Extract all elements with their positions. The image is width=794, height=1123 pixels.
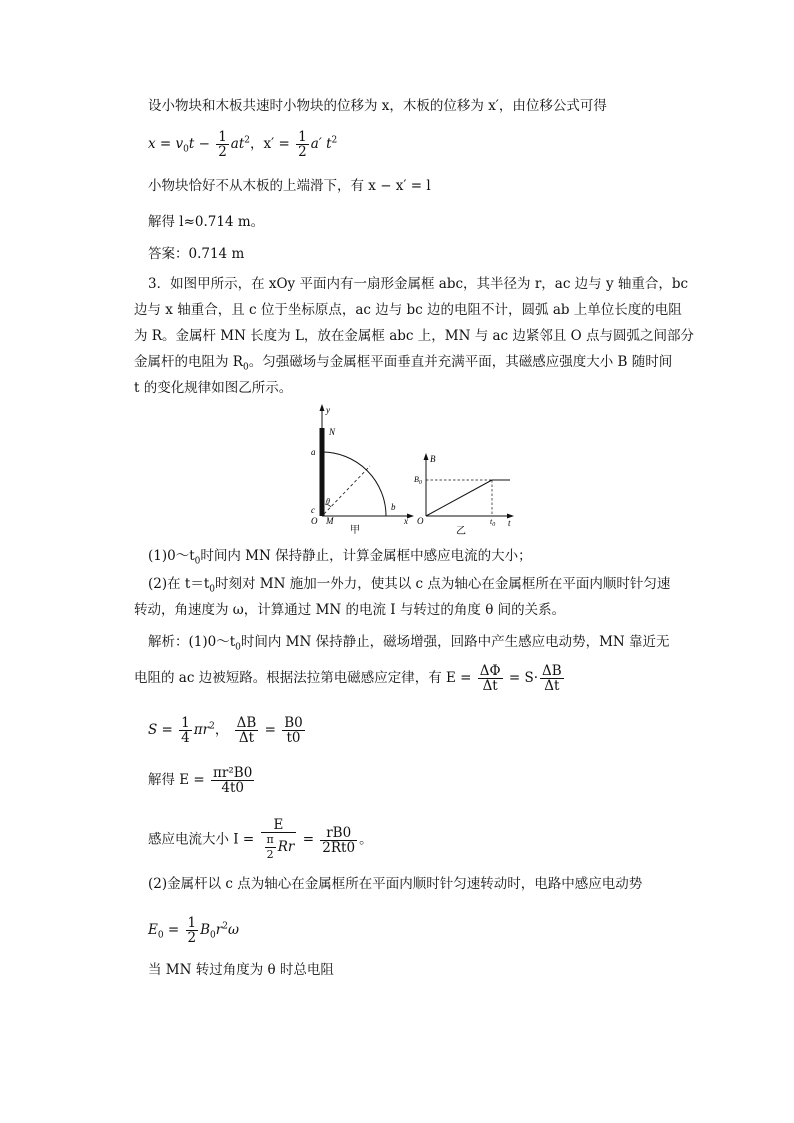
text-line-3: 小物块恰好不从木板的上端滑下，有 x − x′ = l: [148, 178, 431, 194]
sector-arc: [322, 452, 386, 516]
x-axis-arrow-icon: [407, 514, 414, 519]
y-axis-arrow-icon: [320, 404, 325, 411]
solution-line-4: [148, 766, 256, 795]
formula-part: x = v: [148, 136, 184, 152]
label-theta: θ: [326, 497, 330, 506]
text-part: 时刻对 MN 施加一外力，使其以 c 点为轴心在金属框所在平面内顺时针匀速: [215, 576, 671, 592]
fraction: $\frac{rB0}{2Rt0}$: [322, 824, 356, 856]
text-part: ω: [227, 922, 239, 938]
text-part: 时间内 MN 保持静止，计算金属框中感应电流的大小；: [200, 548, 532, 564]
text-part: 金属杆的电阻为 R: [134, 354, 243, 370]
text-sup: 2: [209, 721, 215, 732]
text-part: =: [264, 722, 276, 738]
text-sub: 0: [242, 362, 249, 373]
text-part: = S·: [508, 670, 539, 686]
yi-tick-b0: $B_0$: [414, 475, 422, 486]
solution-line-5: [148, 818, 373, 862]
text-line-1: 设小物块和木板共速时小物块的位移为 x，木板的位移为 x′，由位移公式可得: [148, 98, 607, 114]
fraction: $\frac{\Delta\Phi}{\Delta t}$: [479, 663, 501, 694]
problem-line-5: t 的变化规律如图乙所示。: [134, 380, 293, 396]
text-part: πr: [193, 722, 210, 738]
problem-line-3: 为 R。金属杆 MN 长度为 L，放在金属框 abc 上，MN 与 ac 边紧邻且 O 点与圆弧之间部分: [134, 328, 695, 344]
fraction: E $\frac{\pi}{2}$ Rr: [261, 818, 297, 862]
text-sub: 0: [235, 642, 241, 653]
solution-line-3: [148, 716, 307, 745]
text-part: 解析：(1)0～t: [148, 634, 236, 650]
problem-line-2: 边与 x 轴重合，且 c 位于坐标原点，ac 边与 bc 边的电阻不计，圆弧 ab 上单位长度的电阻: [134, 302, 682, 318]
text-part: 。: [359, 831, 373, 848]
label-a: a: [311, 447, 316, 457]
text-sub: 0: [209, 584, 215, 595]
text-part: =: [163, 922, 180, 938]
metal-rod-mn: [320, 428, 325, 516]
question-2-line-1: [148, 574, 670, 600]
text-sub: 0: [194, 556, 201, 567]
solution-line-1: [148, 632, 670, 658]
problem-line-4: [134, 352, 672, 378]
text-part: ，: [214, 722, 229, 738]
question-1: [148, 546, 532, 572]
fraction: $\frac{1}{2}$: [298, 129, 307, 160]
formula-sub: 0: [183, 144, 189, 155]
formula-part: at: [230, 136, 245, 152]
question-2-line-2: 转动，角速度为 ω，计算通过 MN 的电流 I 与转过的角度 θ 间的关系。: [134, 602, 566, 618]
text-part: r: [215, 922, 223, 938]
text-part: 时间内 MN 保持静止，磁场增强，回路中产生感应电动势，MN 靠近无: [240, 634, 670, 650]
yi-tick-t0: $t_0$: [490, 517, 496, 528]
text-line-4: 解得 l≈0.714 m。: [148, 214, 265, 230]
answer-line: 答案：0.714 m: [148, 246, 245, 262]
yi-label-b: B: [430, 454, 436, 464]
solution-line-6: (2)金属杆以 c 点为轴心在金属框所在平面内顺时针匀速转动时，电路中感应电动势: [148, 876, 643, 892]
text-sub: 0: [210, 930, 216, 941]
yi-y-arrow-icon: [424, 453, 429, 460]
text-sup: 2: [222, 921, 228, 932]
figure-jia: [300, 400, 420, 535]
label-o: O: [311, 516, 318, 526]
fraction: $\frac{\Delta B}{\Delta t}$: [236, 715, 257, 746]
label-x: x: [404, 516, 408, 526]
text-part: 解得 E =: [148, 772, 205, 788]
text-part: 电阻的 ac 边被短路。根据法拉第电磁感应定律，有 E =: [134, 670, 472, 686]
text-part: S =: [148, 722, 173, 738]
text-part: 感应电流大小 I =: [148, 831, 255, 848]
label-n: N: [329, 427, 336, 437]
fraction: $\frac{1}{2}$: [187, 915, 197, 946]
text-part: B: [200, 922, 211, 938]
fraction: $\frac{B0}{t0}$: [284, 715, 303, 746]
text-part: =: [302, 831, 314, 848]
formula-sup: 2: [244, 135, 251, 146]
problem-line-1: 3．如图甲所示，在 xOy 平面内有一扇形金属框 abc，其半径为 r，ac 边与 y 轴重合，bc: [148, 276, 689, 292]
figure-yi: [414, 450, 524, 536]
text-part: (2)在 t＝t: [148, 576, 210, 592]
solution-line-8: 当 MN 转过角度为 θ 时总电阻: [148, 962, 334, 978]
label-m: M: [326, 516, 334, 526]
label-c: c: [311, 505, 315, 515]
yi-label-t: t: [508, 518, 511, 528]
formula-part: a′ t: [310, 136, 332, 152]
formula-part: ，x′ =: [250, 136, 290, 152]
caption-yi: 乙: [456, 526, 466, 536]
text-sub: 0: [157, 930, 164, 941]
b-t-series-line: [426, 480, 492, 516]
fraction: $\frac{1}{4}$: [181, 715, 190, 746]
fraction: $\frac{\Delta B}{\Delta t}$: [542, 663, 562, 694]
solution-line-7: [148, 916, 239, 946]
text-part: E: [148, 922, 158, 938]
label-y: y: [326, 405, 330, 415]
formula-part: t −: [188, 136, 210, 152]
caption-jia: 甲: [350, 525, 360, 535]
formula-line-2: [148, 130, 337, 160]
solution-line-2: [134, 664, 566, 693]
label-b: b: [391, 502, 396, 512]
formula-sup: 2: [331, 135, 338, 146]
fraction: $\frac{1}{2}$: [218, 129, 227, 160]
fraction: $\frac{\text{πr²B0}}{4t0}$: [213, 765, 253, 796]
yi-label-o: O: [417, 516, 424, 526]
text-part: 。匀强磁场与金属框平面垂直并充满平面，其磁感应强度大小 B 随时间: [248, 354, 673, 370]
text-part: (1)0～t: [148, 548, 195, 564]
